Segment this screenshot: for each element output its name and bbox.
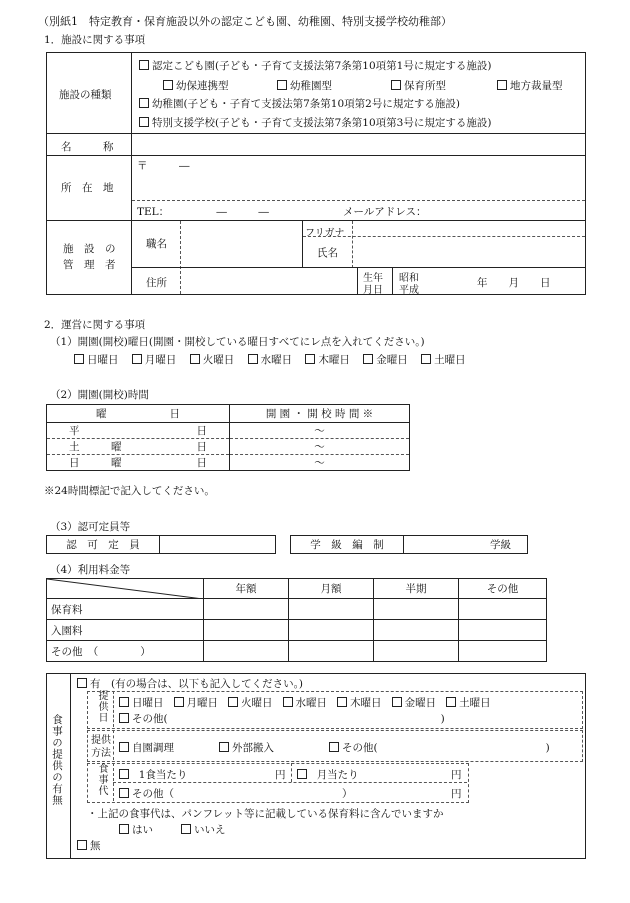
option-special-school[interactable]: 特別支援学校(子ども・子育て支援法第7条第10項第3号に規定する施設) [139,115,491,130]
sub-option-2[interactable]: 幼稚園型 [277,78,332,93]
day-fri[interactable]: 金曜日 [363,354,408,366]
meal-box: 食事の提供の有無 有 (有の場合は、以下も記入してください。) 提供日 日曜日 月曜日 火曜日 水曜日 木曜日 金曜日 土曜日 その他( ) 提供 方法 自園調理 外部搬入 その他( ) 食事代 1食当たり 円 月当たり 円 その他（ ） 円 ・上記の食事代は、パンフレット等に記載している保育料に含んでいますか はい いいえ 無 [46,673,586,859]
admin-address-label: 住所 [146,277,167,289]
day-tue[interactable]: 火曜日 [190,354,235,366]
answer-yes[interactable]: はい [119,822,153,837]
meal-side-label: 食事の提供の有無 [51,714,63,806]
option-kodomoen[interactable]: 認定こども園(子ども・子育て支援法第7条第10項第1号に規定する施設) [139,58,491,73]
form-header: （別紙1 特定教育・保育施設以外の認定こども園、幼稚園、特別支援学校幼稚部） [38,15,452,28]
section2-title: 2．運営に関する事項 [44,319,146,331]
checkbox[interactable] [139,98,149,108]
class-field[interactable]: 学級 [404,536,528,554]
day-thu[interactable]: 木曜日 [305,354,350,366]
checkbox[interactable] [277,80,287,90]
fee-per-month[interactable]: 月当たり [297,767,359,782]
fee-row-label: 保育料 [47,599,204,620]
furigana-label: フリガナ [305,228,345,239]
method-own[interactable]: 自園調理 [119,740,174,755]
provision-day-other[interactable]: その他( ) [119,711,445,726]
address-label: 所 在 地 [61,182,114,194]
provision-days: 日曜日 月曜日 火曜日 水曜日 木曜日 金曜日 土曜日 [119,695,491,710]
checkbox[interactable] [497,80,507,90]
fee-per-meal[interactable]: 1食当たり [119,767,187,782]
option-kindergarten[interactable]: 幼稚園(子ども・子育て支援法第7条第10項第2号に規定する施設) [139,96,460,111]
open-days-list [74,352,466,367]
fee-row-label: 入園料 [47,620,204,641]
admin-label: 施 設 の [63,243,116,255]
meal-fee-label: 食事代 [96,763,107,796]
facility-table: 施設の種類 認定こども園(子ども・子育て支援法第7条第10項第1号に規定する施設) 幼保連携型 幼稚園型 保育所型 地方裁量型 幼稚園(子ども・子育て支援法第7条第10項第2号に規定する施設) 特別支援学校(子ども・子育て支援法第7条第10項第3号に規定する施設) 名 称 所 在 地 〒 ― TEL： ― ― メールアドレス： 施 設 の 管 理 者 職名 フリガナ 氏名 住所 生年 月日 昭和 平成 年 月 日 [46,52,586,295]
facility-type-label: 施設の種類 [59,89,112,101]
yen: 円 [451,769,462,781]
meal-yes[interactable]: 有 (有の場合は、以下も記入してください。) [77,676,303,691]
checkbox[interactable] [139,117,149,127]
day-sun[interactable]: 日曜日 [74,354,119,366]
provision-day-label: 提供日 [96,690,107,723]
hours-row-saturday: 土 曜 日 [47,439,230,455]
hours-row-weekday: 平 日 [47,423,230,439]
sub-option-3[interactable]: 保育所型 [391,78,446,93]
era-showa: 昭和 [399,273,419,284]
yen: 円 [275,769,286,781]
class-table: 学 級 編 制 学級 [290,535,528,554]
birth-date: 年 月 日 [477,277,551,289]
birth-label: 生年 [363,273,383,284]
section1-title: 1．施設に関する事項 [44,34,146,46]
day-mon[interactable]: 月曜日 [132,354,177,366]
name-label: 名 称 [61,141,114,153]
yen: 円 [451,788,462,800]
day-sat[interactable]: 土曜日 [421,354,466,366]
era-heisei: 平成 [399,285,419,296]
name-kanji-label: 氏名 [317,247,338,259]
q4-fees: （4）利用料金等 [50,564,131,576]
capacity-field[interactable] [160,536,276,554]
hours-row-sunday: 日 曜 日 [47,455,230,471]
method-other[interactable]: その他( ) [329,740,550,755]
name-field[interactable] [137,136,577,153]
q1-open-days: （1）開園(開校)曜日(開園・開校している曜日すべてにレ点を入れてください。) [50,336,425,348]
sub-option-1[interactable]: 幼保連携型 [163,78,229,93]
meal-none[interactable]: 無 [77,838,101,853]
fees-corner [47,579,204,599]
fees-table: 年額 月額 半期 その他 保育料 入園料 その他 （ ） [46,578,547,662]
method-external[interactable]: 外部搬入 [219,740,274,755]
sub-option-4[interactable]: 地方裁量型 [497,78,563,93]
checkbox[interactable] [163,80,173,90]
hours-note: ※24時間標記で記入してください。 [44,485,215,497]
fee-other[interactable]: その他（ ） [119,786,353,801]
email-label: メールアドレス： [343,206,427,218]
checkbox[interactable] [139,60,149,70]
method-label: 提供 [91,735,111,746]
q2-open-hours: （2）開園(開校)時間 [50,389,149,401]
meal-question: ・上記の食事代は、パンフレット等に記載している保育料に含んでいますか [87,808,444,820]
tel-field[interactable]: TEL： ― ― [137,206,269,218]
post-label: 職名 [146,238,167,250]
answer-no[interactable]: いいえ [181,822,226,837]
checkbox[interactable] [391,80,401,90]
day-wed[interactable]: 水曜日 [248,354,293,366]
postal-code[interactable]: 〒 ― [137,160,190,172]
fee-row-label: その他 （ ） [47,641,204,662]
q3-capacity: （3）認可定員等 [50,521,131,533]
capacity-table: 認 可 定 員 [46,535,276,554]
hours-table: 曜 日 開 園 ・ 開 校 時 間 ※ 平 日 ～ 土 曜 日 ～ 日 曜 日 ～ [46,404,410,471]
